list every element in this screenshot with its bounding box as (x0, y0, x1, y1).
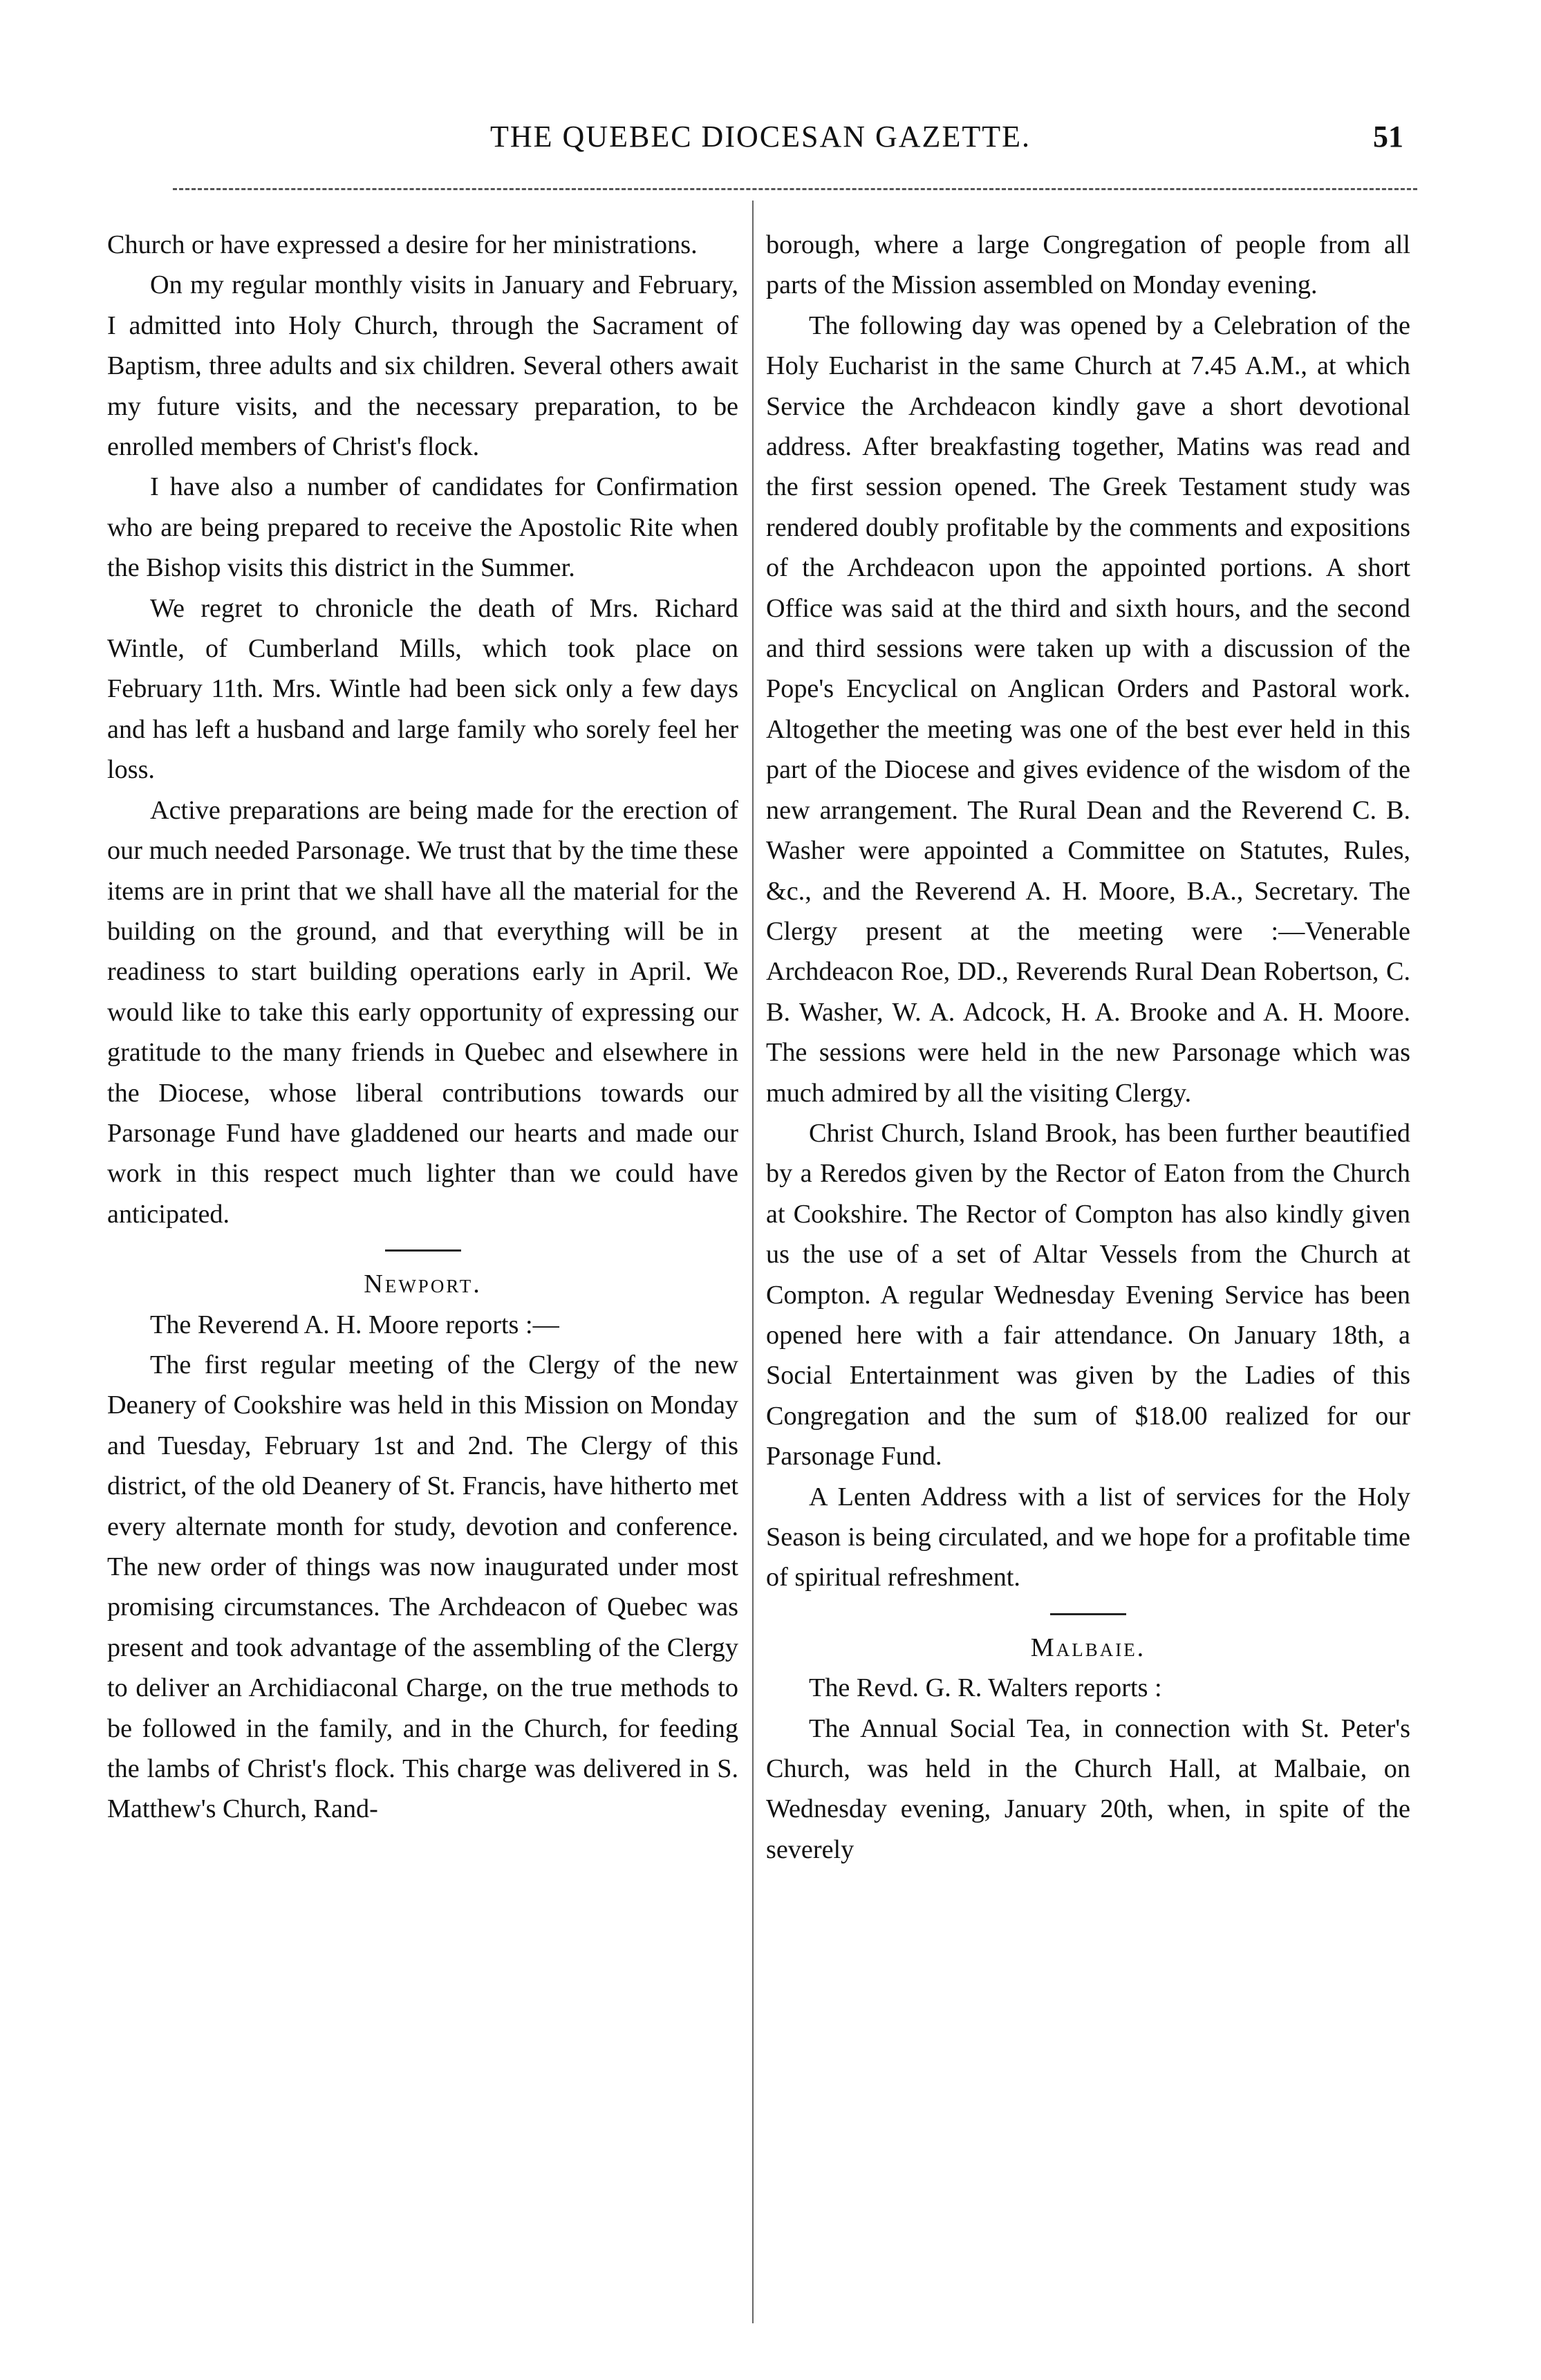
report-attribution: The Revd. G. R. Walters reports : (809, 1673, 1162, 1703)
report-attribution: The Reverend A. H. Moore reports :— (150, 1310, 559, 1339)
paragraph: The Annual Social Tea, in connection with St. Peter's Church, was held in the Church Hall, at Malbaie, on Wednesday evening, January 20th, when, in spite of the severely (766, 1713, 1410, 1864)
paragraph: Christ Church, Island Brook, has been further beautified by a Reredos given by the Rector of Eaton from the Church at Cookshire. The Rector of Compton has also kindly given us the use of a set of Altar Vessels from the Church at Compton. A regular Wednesday Evening Service has been opened here with a fair attendance. On January 18th, a Social Entertainment was given by the Ladies of this Congregation and the sum of $18.00 realized for our Parsonage Fund. (766, 1118, 1410, 1471)
publication-title: THE QUEBEC DIOCESAN GAZETTE. (490, 120, 1031, 154)
paragraph: A Lenten Address with a list of services for the Holy Season is being circulated, and we hope for a profitable time of spiritual refreshment. (766, 1482, 1410, 1592)
paragraph: borough, where a large Congregation of people from all parts of the Mission assembled on Monday evening. (766, 230, 1410, 300)
paragraph: The following day was opened by a Celebration of the Holy Eucharist in the same Church at 7.45 A.M., at which Service the Archdeacon kindly gave a short devotional address. After breakfasting together, Matins was read and the first session opened. The Greek Testament study was rendered doubly profitable by the comments and expositions of the Archdeacon upon the appointed portions. A short Office was said at the third and sixth hours, and the second and third sessions were taken up with a discussion of the Pope's Encyclical on Anglican Orders and Pastoral work. Altogether the meeting was one of the best ever held in this part of the Diocese and gives evidence of the wisdom of the new arrangement. The Rural Dean and the Reverend C. B. Washer were appointed a Committee on Statutes, Rules, &c., and the Reverend A. H. Moore, B.A., Secretary. The Clergy present at the meeting were :—Venerable Archdeacon Roe, DD., Reverends Rural Dean Robertson, C. B. Washer, W. A. Adcock, H. A. Brooke and A. H. Moore. The sessions were held in the new Parsonage which was much admired by all the visiting Clergy. (766, 310, 1410, 1108)
section-heading: Malbaie. (1030, 1633, 1146, 1662)
paragraph: Active preparations are being made for the erection of our much needed Parsonage. We trust that by the time these items are in print that we shall have all the material for the building on the ground, and that everything will be in readiness to start building operations early in April. We would like to take this early opportunity of expressing our gratitude to the many friends in Quebec and elsewhere in the Diocese, whose liberal contributions towards our Parsonage Fund have gladdened our hearts and made our work in this respect much lighter than we could have anticipated. (107, 795, 738, 1229)
paragraph: Church or have expressed a desire for her ministrations. (107, 230, 698, 259)
paragraph: I have also a number of candidates for Confirmation who are being prepared to receive the Apostolic Rite when the Bishop visits this district in the Summer. (107, 472, 738, 583)
section-rule (1050, 1613, 1126, 1615)
right-column (766, 225, 1410, 1870)
column-divider (752, 201, 754, 2323)
header-rule (173, 188, 1417, 190)
page-number: 51 (1373, 120, 1403, 154)
paragraph: On my regular monthly visits in January and February, I admitted into Holy Church, through the Sacrament of Baptism, three adults and six children. Several others await my future visits, and the necessary preparation, to be enrolled members of Christ's flock. (107, 270, 738, 462)
paragraph: We regret to chronicle the death of Mrs. Richard Wintle, of Cumberland Mills, which took place on February 11th. Mrs. Wintle had been sick only a few days and has left a husband and large family who sorely feel her loss. (107, 593, 738, 785)
section-heading: Newport. (364, 1270, 482, 1299)
paragraph: The first regular meeting of the Clergy of the new Deanery of Cookshire was held in this Mission on Monday and Tuesday, February 1st and 2nd. The Clergy of this district, of the old Deanery of St. Francis, have hitherto met every alternate month for study, devotion and conference. The new order of things was now inaugurated under most promising circumstances. The Archdeacon of Quebec was present and took advantage of the assembling of the Clergy to deliver an Archidiaconal Charge, on the true methods to be followed in the family, and in the Church, for feeding the lambs of Christ's flock. This charge was delivered in S. Matthew's Church, Rand- (107, 1350, 738, 1824)
left-column (107, 225, 738, 1830)
section-rule (385, 1249, 461, 1252)
page-header (104, 116, 1417, 165)
